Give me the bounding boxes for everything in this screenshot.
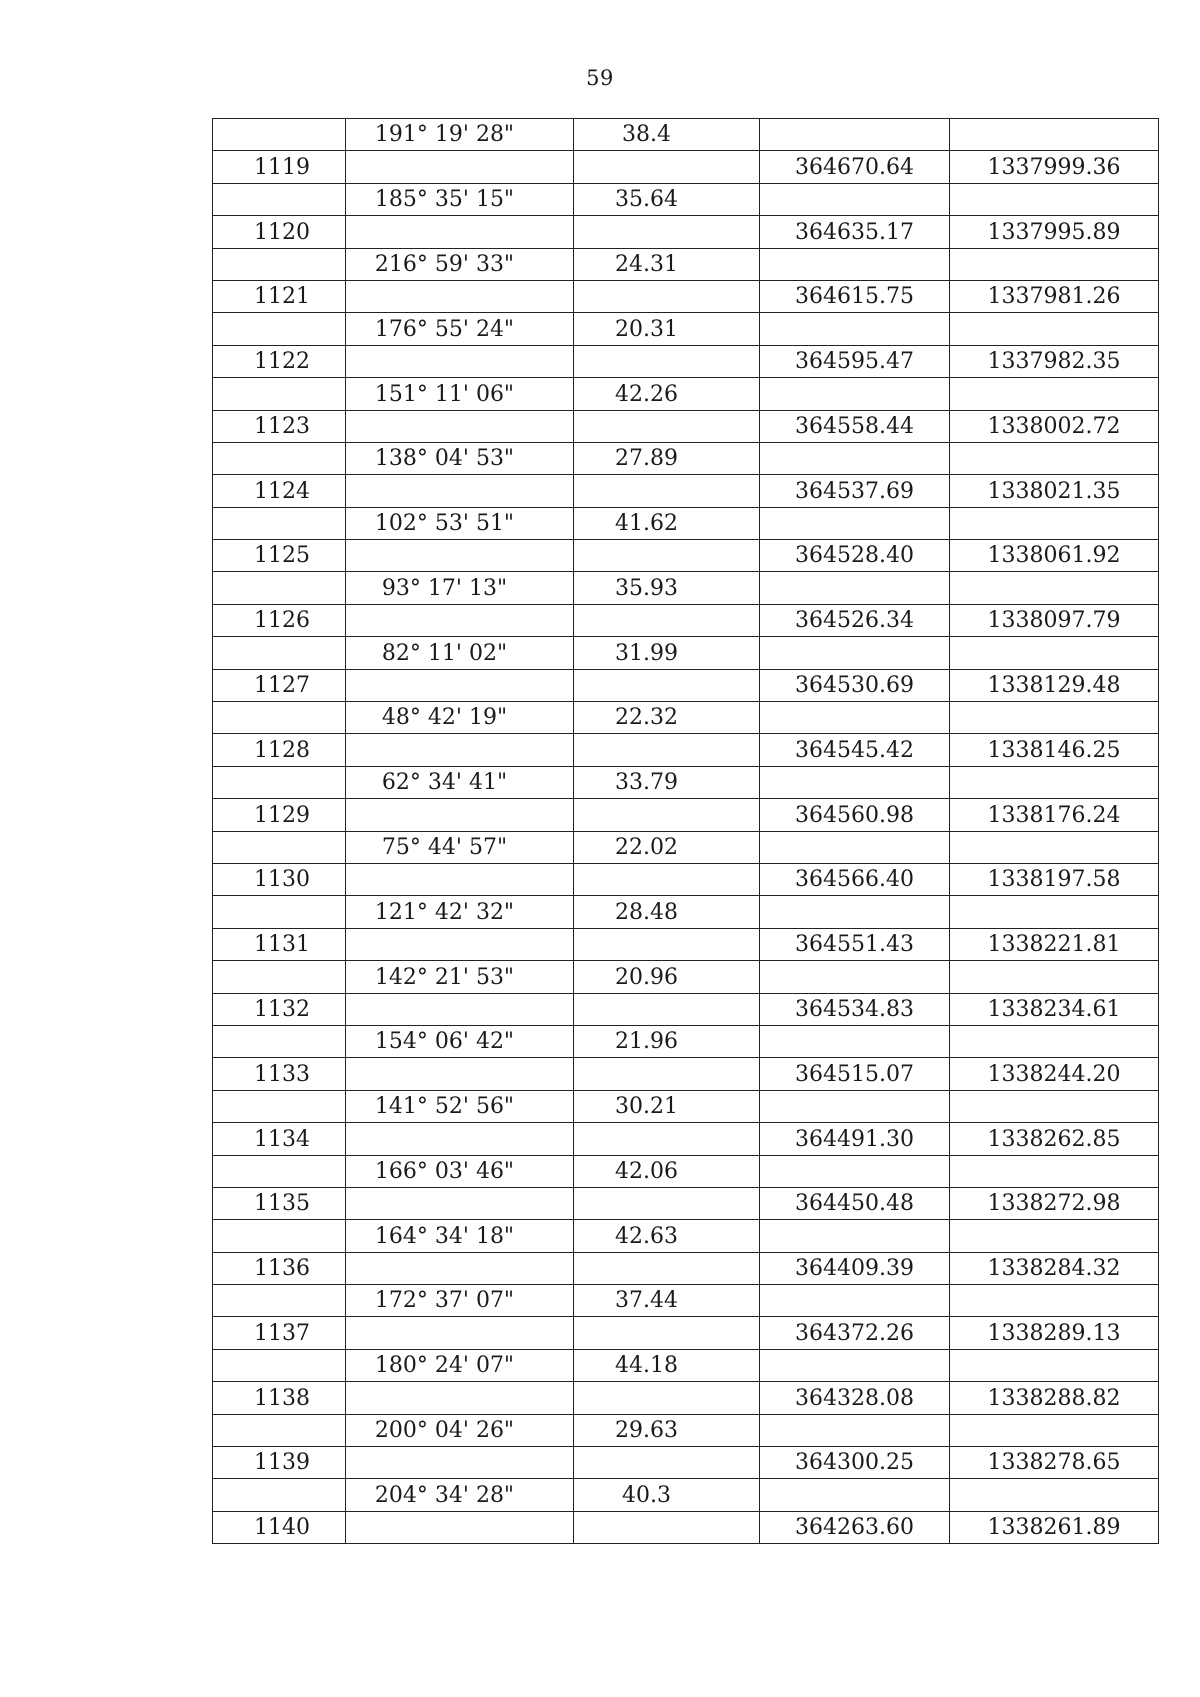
bearing-cell: 151° 11' 06" xyxy=(346,378,574,410)
easting-cell-empty xyxy=(950,1285,1159,1317)
bearing-cell: 185° 35' 15" xyxy=(346,183,574,215)
bearing-cell: 180° 24' 07" xyxy=(346,1349,574,1381)
station-id-cell: 1128 xyxy=(213,734,346,766)
northing-cell-empty xyxy=(760,1285,950,1317)
easting-cell: 1338234.61 xyxy=(950,993,1159,1025)
bearing-cell: 121° 42' 32" xyxy=(346,896,574,928)
bearing-cell-empty xyxy=(346,993,574,1025)
easting-cell-empty xyxy=(950,507,1159,539)
station-cell-empty xyxy=(213,183,346,215)
distance-cell: 41.62 xyxy=(574,507,760,539)
northing-cell-empty xyxy=(760,378,950,410)
northing-cell: 364551.43 xyxy=(760,928,950,960)
bearing-cell-empty xyxy=(346,928,574,960)
northing-cell: 364491.30 xyxy=(760,1123,950,1155)
easting-cell: 1338221.81 xyxy=(950,928,1159,960)
northing-cell: 364545.42 xyxy=(760,734,950,766)
easting-cell: 1338289.13 xyxy=(950,1317,1159,1349)
station-row xyxy=(213,216,1159,248)
bearing-cell: 102° 53' 51" xyxy=(346,507,574,539)
station-row xyxy=(213,410,1159,442)
easting-cell-empty xyxy=(950,442,1159,474)
course-row xyxy=(213,572,1159,604)
bearing-cell-empty xyxy=(346,1187,574,1219)
easting-cell-empty xyxy=(950,961,1159,993)
station-cell-empty xyxy=(213,378,346,410)
northing-cell-empty xyxy=(760,1414,950,1446)
station-cell-empty xyxy=(213,1025,346,1057)
easting-cell-empty xyxy=(950,1025,1159,1057)
northing-cell: 364560.98 xyxy=(760,799,950,831)
northing-cell: 364450.48 xyxy=(760,1187,950,1219)
distance-cell-empty xyxy=(574,1058,760,1090)
northing-cell-empty xyxy=(760,961,950,993)
easting-cell: 1338146.25 xyxy=(950,734,1159,766)
easting-cell: 1338176.24 xyxy=(950,799,1159,831)
distance-cell-empty xyxy=(574,1187,760,1219)
bearing-cell-empty xyxy=(346,280,574,312)
bearing-cell: 200° 04' 26" xyxy=(346,1414,574,1446)
station-row xyxy=(213,604,1159,636)
course-row xyxy=(213,1285,1159,1317)
station-cell-empty xyxy=(213,1155,346,1187)
distance-cell-empty xyxy=(574,1317,760,1349)
bearing-cell-empty xyxy=(346,540,574,572)
easting-cell-empty xyxy=(950,119,1159,151)
course-row xyxy=(213,1220,1159,1252)
station-id-cell: 1138 xyxy=(213,1382,346,1414)
easting-cell: 1338288.82 xyxy=(950,1382,1159,1414)
distance-cell: 42.06 xyxy=(574,1155,760,1187)
distance-cell: 35.64 xyxy=(574,183,760,215)
distance-cell-empty xyxy=(574,540,760,572)
northing-cell: 364595.47 xyxy=(760,345,950,377)
station-id-cell: 1133 xyxy=(213,1058,346,1090)
station-cell-empty xyxy=(213,1349,346,1381)
station-cell-empty xyxy=(213,1479,346,1511)
station-cell-empty xyxy=(213,1090,346,1122)
bearing-cell-empty xyxy=(346,1511,574,1543)
easting-cell-empty xyxy=(950,1155,1159,1187)
northing-cell: 364328.08 xyxy=(760,1382,950,1414)
course-row xyxy=(213,1349,1159,1381)
bearing-cell: 82° 11' 02" xyxy=(346,637,574,669)
easting-cell: 1337999.36 xyxy=(950,151,1159,183)
station-cell-empty xyxy=(213,766,346,798)
easting-cell-empty xyxy=(950,248,1159,280)
station-row xyxy=(213,345,1159,377)
station-cell-empty xyxy=(213,831,346,863)
station-row xyxy=(213,1058,1159,1090)
survey-table-body xyxy=(213,119,1159,1544)
northing-cell: 364530.69 xyxy=(760,669,950,701)
bearing-cell: 93° 17' 13" xyxy=(346,572,574,604)
distance-cell: 30.21 xyxy=(574,1090,760,1122)
distance-cell: 42.63 xyxy=(574,1220,760,1252)
station-id-cell: 1126 xyxy=(213,604,346,636)
distance-cell-empty xyxy=(574,475,760,507)
distance-cell: 31.99 xyxy=(574,637,760,669)
distance-cell: 20.31 xyxy=(574,313,760,345)
northing-cell-empty xyxy=(760,1155,950,1187)
easting-cell-empty xyxy=(950,378,1159,410)
station-row xyxy=(213,993,1159,1025)
station-id-cell: 1136 xyxy=(213,1252,346,1284)
easting-cell: 1338261.89 xyxy=(950,1511,1159,1543)
easting-cell: 1338244.20 xyxy=(950,1058,1159,1090)
bearing-cell-empty xyxy=(346,1447,574,1479)
distance-cell: 35.93 xyxy=(574,572,760,604)
station-row xyxy=(213,1511,1159,1543)
bearing-cell-empty xyxy=(346,216,574,248)
northing-cell-empty xyxy=(760,1479,950,1511)
station-id-cell: 1122 xyxy=(213,345,346,377)
northing-cell-empty xyxy=(760,119,950,151)
distance-cell: 44.18 xyxy=(574,1349,760,1381)
northing-cell-empty xyxy=(760,442,950,474)
station-id-cell: 1134 xyxy=(213,1123,346,1155)
easting-cell-empty xyxy=(950,1414,1159,1446)
station-id-cell: 1129 xyxy=(213,799,346,831)
northing-cell-empty xyxy=(760,1025,950,1057)
station-row xyxy=(213,669,1159,701)
easting-cell: 1338272.98 xyxy=(950,1187,1159,1219)
distance-cell-empty xyxy=(574,280,760,312)
distance-cell: 33.79 xyxy=(574,766,760,798)
station-id-cell: 1121 xyxy=(213,280,346,312)
station-id-cell: 1137 xyxy=(213,1317,346,1349)
distance-cell-empty xyxy=(574,993,760,1025)
course-row xyxy=(213,702,1159,734)
distance-cell-empty xyxy=(574,1382,760,1414)
course-row xyxy=(213,1479,1159,1511)
bearing-cell: 138° 04' 53" xyxy=(346,442,574,474)
easting-cell-empty xyxy=(950,313,1159,345)
easting-cell-empty xyxy=(950,572,1159,604)
course-row xyxy=(213,961,1159,993)
station-row xyxy=(213,1382,1159,1414)
distance-cell-empty xyxy=(574,734,760,766)
station-row xyxy=(213,734,1159,766)
station-row xyxy=(213,863,1159,895)
page-number: 59 xyxy=(586,66,614,90)
distance-cell-empty xyxy=(574,1123,760,1155)
station-id-cell: 1125 xyxy=(213,540,346,572)
northing-cell-empty xyxy=(760,766,950,798)
station-cell-empty xyxy=(213,442,346,474)
easting-cell: 1338197.58 xyxy=(950,863,1159,895)
station-cell-empty xyxy=(213,1285,346,1317)
bearing-cell-empty xyxy=(346,799,574,831)
bearing-cell-empty xyxy=(346,734,574,766)
northing-cell-empty xyxy=(760,572,950,604)
northing-cell-empty xyxy=(760,507,950,539)
easting-cell: 1338021.35 xyxy=(950,475,1159,507)
station-id-cell: 1135 xyxy=(213,1187,346,1219)
distance-cell: 21.96 xyxy=(574,1025,760,1057)
distance-cell-empty xyxy=(574,1252,760,1284)
bearing-cell: 62° 34' 41" xyxy=(346,766,574,798)
survey-coordinates-table xyxy=(212,118,1159,1544)
station-id-cell: 1120 xyxy=(213,216,346,248)
station-cell-empty xyxy=(213,702,346,734)
station-id-cell: 1123 xyxy=(213,410,346,442)
course-row xyxy=(213,896,1159,928)
bearing-cell-empty xyxy=(346,1123,574,1155)
course-row xyxy=(213,442,1159,474)
easting-cell: 1338262.85 xyxy=(950,1123,1159,1155)
distance-cell: 37.44 xyxy=(574,1285,760,1317)
distance-cell-empty xyxy=(574,1511,760,1543)
distance-cell-empty xyxy=(574,1447,760,1479)
easting-cell: 1337981.26 xyxy=(950,280,1159,312)
easting-cell-empty xyxy=(950,831,1159,863)
station-row xyxy=(213,475,1159,507)
easting-cell-empty xyxy=(950,1220,1159,1252)
northing-cell-empty xyxy=(760,183,950,215)
northing-cell: 364534.83 xyxy=(760,993,950,1025)
station-row xyxy=(213,1317,1159,1349)
station-id-cell: 1130 xyxy=(213,863,346,895)
station-id-cell: 1119 xyxy=(213,151,346,183)
course-row xyxy=(213,1155,1159,1187)
bearing-cell-empty xyxy=(346,604,574,636)
station-row xyxy=(213,1187,1159,1219)
station-id-cell: 1124 xyxy=(213,475,346,507)
easting-cell-empty xyxy=(950,1349,1159,1381)
distance-cell: 27.89 xyxy=(574,442,760,474)
easting-cell: 1338002.72 xyxy=(950,410,1159,442)
bearing-cell: 75° 44' 57" xyxy=(346,831,574,863)
station-row xyxy=(213,1252,1159,1284)
station-cell-empty xyxy=(213,507,346,539)
northing-cell: 364526.34 xyxy=(760,604,950,636)
distance-cell-empty xyxy=(574,151,760,183)
station-row xyxy=(213,1123,1159,1155)
bearing-cell-empty xyxy=(346,1252,574,1284)
northing-cell: 364263.60 xyxy=(760,1511,950,1543)
bearing-cell-empty xyxy=(346,475,574,507)
station-row xyxy=(213,1447,1159,1479)
course-row xyxy=(213,1025,1159,1057)
course-row xyxy=(213,1090,1159,1122)
bearing-cell: 141° 52' 56" xyxy=(346,1090,574,1122)
distance-cell: 20.96 xyxy=(574,961,760,993)
easting-cell-empty xyxy=(950,766,1159,798)
station-row xyxy=(213,540,1159,572)
station-cell-empty xyxy=(213,1220,346,1252)
northing-cell-empty xyxy=(760,1349,950,1381)
station-row xyxy=(213,151,1159,183)
station-row xyxy=(213,280,1159,312)
station-cell-empty xyxy=(213,896,346,928)
bearing-cell-empty xyxy=(346,410,574,442)
northing-cell: 364372.26 xyxy=(760,1317,950,1349)
easting-cell: 1337995.89 xyxy=(950,216,1159,248)
easting-cell-empty xyxy=(950,183,1159,215)
course-row xyxy=(213,378,1159,410)
northing-cell: 364615.75 xyxy=(760,280,950,312)
station-row xyxy=(213,928,1159,960)
easting-cell-empty xyxy=(950,896,1159,928)
station-id-cell: 1127 xyxy=(213,669,346,701)
station-cell-empty xyxy=(213,572,346,604)
bearing-cell: 164° 34' 18" xyxy=(346,1220,574,1252)
course-row xyxy=(213,831,1159,863)
northing-cell: 364566.40 xyxy=(760,863,950,895)
bearing-cell-empty xyxy=(346,1317,574,1349)
northing-cell: 364635.17 xyxy=(760,216,950,248)
course-row xyxy=(213,313,1159,345)
easting-cell: 1338129.48 xyxy=(950,669,1159,701)
northing-cell-empty xyxy=(760,702,950,734)
station-cell-empty xyxy=(213,961,346,993)
station-id-cell: 1131 xyxy=(213,928,346,960)
distance-cell: 28.48 xyxy=(574,896,760,928)
easting-cell: 1338061.92 xyxy=(950,540,1159,572)
bearing-cell-empty xyxy=(346,1058,574,1090)
northing-cell-empty xyxy=(760,313,950,345)
northing-cell: 364409.39 xyxy=(760,1252,950,1284)
distance-cell: 24.31 xyxy=(574,248,760,280)
easting-cell-empty xyxy=(950,1090,1159,1122)
station-cell-empty xyxy=(213,313,346,345)
course-row xyxy=(213,637,1159,669)
station-id-cell: 1132 xyxy=(213,993,346,1025)
station-cell-empty xyxy=(213,1414,346,1446)
northing-cell: 364670.64 xyxy=(760,151,950,183)
northing-cell-empty xyxy=(760,1220,950,1252)
station-id-cell: 1140 xyxy=(213,1511,346,1543)
distance-cell-empty xyxy=(574,863,760,895)
easting-cell: 1337982.35 xyxy=(950,345,1159,377)
course-row xyxy=(213,183,1159,215)
northing-cell-empty xyxy=(760,248,950,280)
northing-cell-empty xyxy=(760,637,950,669)
distance-cell: 38.4 xyxy=(574,119,760,151)
northing-cell: 364558.44 xyxy=(760,410,950,442)
course-row xyxy=(213,766,1159,798)
course-row xyxy=(213,1414,1159,1446)
bearing-cell: 172° 37' 07" xyxy=(346,1285,574,1317)
course-row xyxy=(213,119,1159,151)
northing-cell-empty xyxy=(760,1090,950,1122)
easting-cell: 1338278.65 xyxy=(950,1447,1159,1479)
bearing-cell-empty xyxy=(346,1382,574,1414)
distance-cell: 22.02 xyxy=(574,831,760,863)
bearing-cell-empty xyxy=(346,863,574,895)
distance-cell: 29.63 xyxy=(574,1414,760,1446)
station-cell-empty xyxy=(213,119,346,151)
northing-cell: 364537.69 xyxy=(760,475,950,507)
course-row xyxy=(213,248,1159,280)
northing-cell: 364528.40 xyxy=(760,540,950,572)
northing-cell: 364300.25 xyxy=(760,1447,950,1479)
distance-cell-empty xyxy=(574,669,760,701)
bearing-cell: 204° 34' 28" xyxy=(346,1479,574,1511)
bearing-cell: 216° 59' 33" xyxy=(346,248,574,280)
station-cell-empty xyxy=(213,248,346,280)
distance-cell-empty xyxy=(574,410,760,442)
easting-cell: 1338097.79 xyxy=(950,604,1159,636)
northing-cell: 364515.07 xyxy=(760,1058,950,1090)
distance-cell-empty xyxy=(574,345,760,377)
bearing-cell: 176° 55' 24" xyxy=(346,313,574,345)
station-id-cell: 1139 xyxy=(213,1447,346,1479)
bearing-cell: 166° 03' 46" xyxy=(346,1155,574,1187)
distance-cell: 42.26 xyxy=(574,378,760,410)
distance-cell-empty xyxy=(574,604,760,636)
bearing-cell-empty xyxy=(346,669,574,701)
bearing-cell: 142° 21' 53" xyxy=(346,961,574,993)
course-row xyxy=(213,507,1159,539)
bearing-cell: 191° 19' 28" xyxy=(346,119,574,151)
easting-cell: 1338284.32 xyxy=(950,1252,1159,1284)
station-row xyxy=(213,799,1159,831)
station-cell-empty xyxy=(213,637,346,669)
bearing-cell: 48° 42' 19" xyxy=(346,702,574,734)
northing-cell-empty xyxy=(760,896,950,928)
northing-cell-empty xyxy=(760,831,950,863)
bearing-cell-empty xyxy=(346,345,574,377)
bearing-cell-empty xyxy=(346,151,574,183)
easting-cell-empty xyxy=(950,702,1159,734)
easting-cell-empty xyxy=(950,637,1159,669)
distance-cell-empty xyxy=(574,928,760,960)
distance-cell-empty xyxy=(574,799,760,831)
easting-cell-empty xyxy=(950,1479,1159,1511)
distance-cell: 40.3 xyxy=(574,1479,760,1511)
bearing-cell: 154° 06' 42" xyxy=(346,1025,574,1057)
distance-cell-empty xyxy=(574,216,760,248)
distance-cell: 22.32 xyxy=(574,702,760,734)
